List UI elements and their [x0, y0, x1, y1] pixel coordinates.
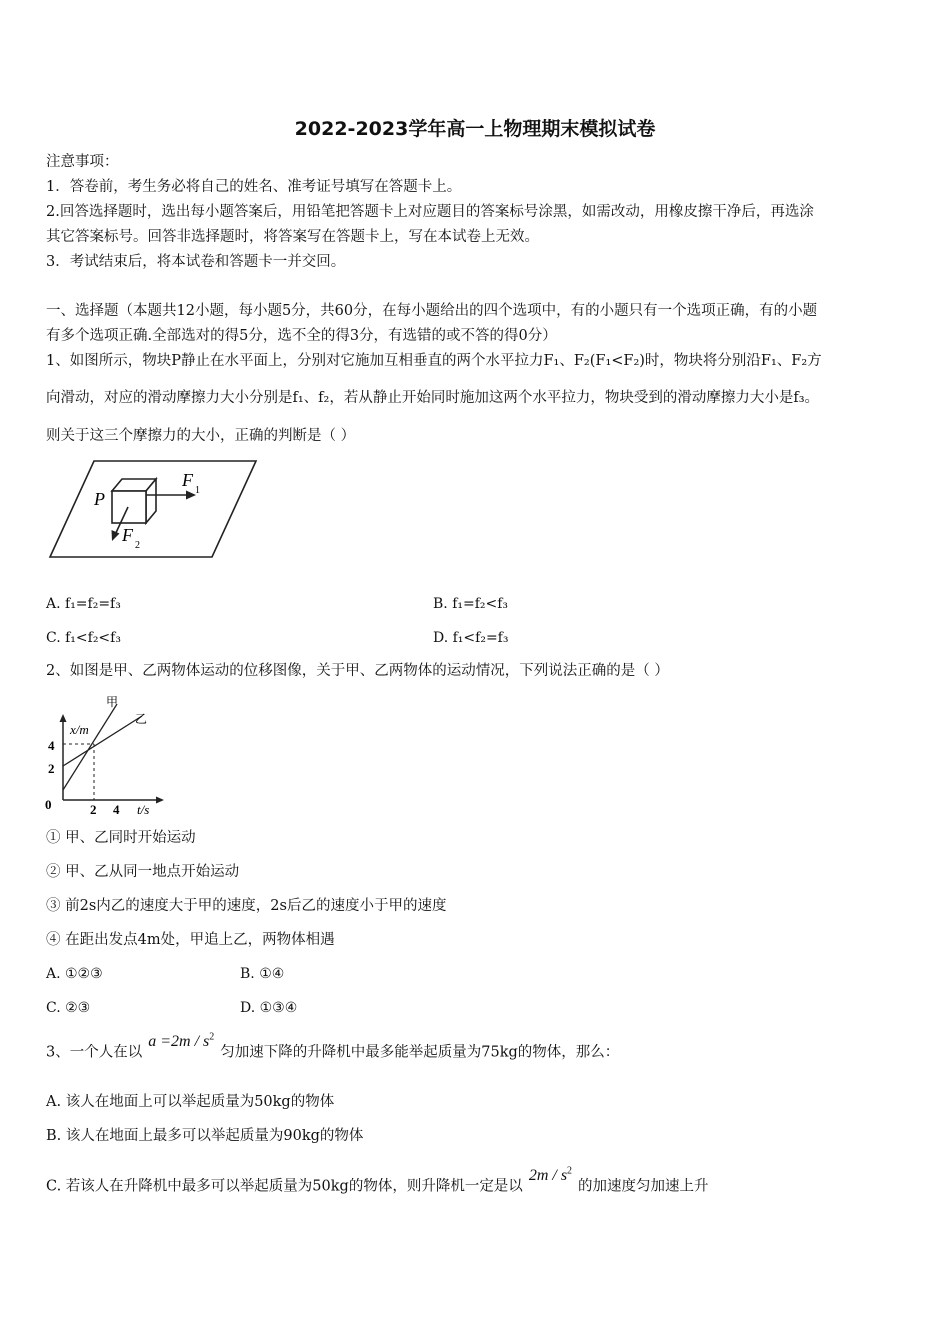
- q3-option-c-pre: C. 若该人在升降机中最多可以举起质量为50kg的物体，则升降机一定是以: [46, 1178, 523, 1195]
- q2-statement-2: ② 甲、乙从同一地点开始运动: [46, 864, 240, 880]
- q2-statement-3: ③ 前2s内乙的速度大于甲的速度，2s后乙的速度小于甲的速度: [46, 898, 447, 914]
- q1-option-d: D. f₁<f₂=f₃: [433, 630, 509, 646]
- q2-stem: 2、如图是甲、乙两物体运动的位移图像，关于甲、乙两物体的运动情况，下列说法正确的是（ ）: [46, 663, 669, 679]
- q3-option-c: [46, 1166, 709, 1196]
- q1-stem-line3: 则关于这三个摩擦力的大小，正确的判断是（ ）: [46, 428, 356, 444]
- q2-graph-line-yi-label: 乙: [135, 712, 148, 726]
- notice-item-1: 1．答卷前，考生务必将自己的姓名、准考证号填写在答题卡上。: [46, 179, 462, 195]
- q2-option-a: A. ①②③: [46, 966, 103, 982]
- q2-graph-y-tick-4: 4: [48, 738, 55, 753]
- q2-statement-1: ① 甲、乙同时开始运动: [46, 830, 196, 846]
- q1-figure-label-f2: F: [122, 525, 133, 545]
- q3-option-b: B. 该人在地面上最多可以举起质量为90kg的物体: [46, 1128, 364, 1144]
- notice-item-2-cont: 其它答案标号。回答非选择题时，将答案写在答题卡上，写在本试卷上无效。: [46, 229, 539, 245]
- q2-graph-line-jia-label: 甲: [106, 695, 119, 709]
- q3-option-a: A. 该人在地面上可以举起质量为50kg的物体: [46, 1094, 335, 1110]
- q1-option-c: C. f₁<f₂<f₃: [46, 630, 121, 646]
- q2-graph-y-tick-2: 2: [48, 761, 55, 776]
- q3-stem-pre: 3、一个人在以: [46, 1044, 143, 1061]
- q1-figure-label-f1: F: [182, 470, 193, 490]
- q3-option-c-post: 的加速度匀加速上升: [578, 1178, 709, 1195]
- q2-graph-x-tick-2: 2: [90, 802, 97, 817]
- section1-instructions-line1: 一、选择题（本题共12小题，每小题5分，共60分，在每小题给出的四个选项中，有的小题只有一个选项正确，有的小题: [46, 303, 818, 319]
- notice-item-2: 2.回答选择题时，选出每小题答案后，用铅笔把答题卡上对应题目的答案标号涂黑，如需改动，用橡皮擦干净后，再选涂: [46, 204, 814, 220]
- q1-figure-sub-f1: 1: [195, 485, 200, 496]
- q1-figure-sub-f2: 2: [135, 540, 140, 551]
- q1-stem-line1: 1、如图所示，物块P静止在水平面上，分别对它施加互相垂直的两个水平拉力F₁、F₂(F₁<F₂)时，物块将分别沿F₁、F₂方: [46, 353, 822, 369]
- q3-option-c-formula: $2m / s^2$: [528, 1166, 573, 1185]
- q1-option-b: B. f₁=f₂<f₃: [433, 596, 509, 612]
- q1-figure-label-p: P: [94, 489, 105, 509]
- q2-option-d: D. ①③④: [240, 1000, 298, 1016]
- q3-stem-formula: $a =2m / s^2$: [148, 1032, 215, 1051]
- q1-option-a: A. f₁=f₂=f₃: [46, 596, 121, 612]
- q2-statement-4: ④ 在距出发点4m处，甲追上乙，两物体相遇: [46, 932, 335, 948]
- q2-option-c: C. ②③: [46, 1000, 91, 1016]
- notice-item-3: 3．考试结束后，将本试卷和答题卡一并交回。: [46, 254, 346, 270]
- q2-graph-y-label: x/m: [70, 722, 89, 737]
- q2-option-b: B. ①④: [240, 966, 285, 982]
- page-title: 2022-2023学年高一上物理期末模拟试卷: [294, 118, 656, 140]
- notice-heading: 注意事项：: [46, 154, 119, 170]
- q2-graph-x-label: t/s: [137, 802, 150, 817]
- q2-graph: [40, 692, 170, 820]
- section1-instructions-line2: 有多个选项正确.全部选对的得5分，选不全的得3分，有选错的或不答的得0分）: [46, 328, 557, 344]
- q2-graph-x-tick-4: 4: [113, 802, 120, 817]
- q3-stem: [46, 1032, 620, 1062]
- q2-graph-origin: 0: [45, 797, 52, 812]
- q3-stem-post: 匀加速下降的升降机中最多能举起质量为75kg的物体，那么：: [220, 1044, 620, 1061]
- q1-stem-line2: 向滑动，对应的滑动摩擦力大小分别是f₁、f₂，若从静止开始同时施加这两个水平拉力，物块受到的滑动摩擦力大小是f₃。: [46, 390, 820, 406]
- q1-figure: [46, 455, 261, 565]
